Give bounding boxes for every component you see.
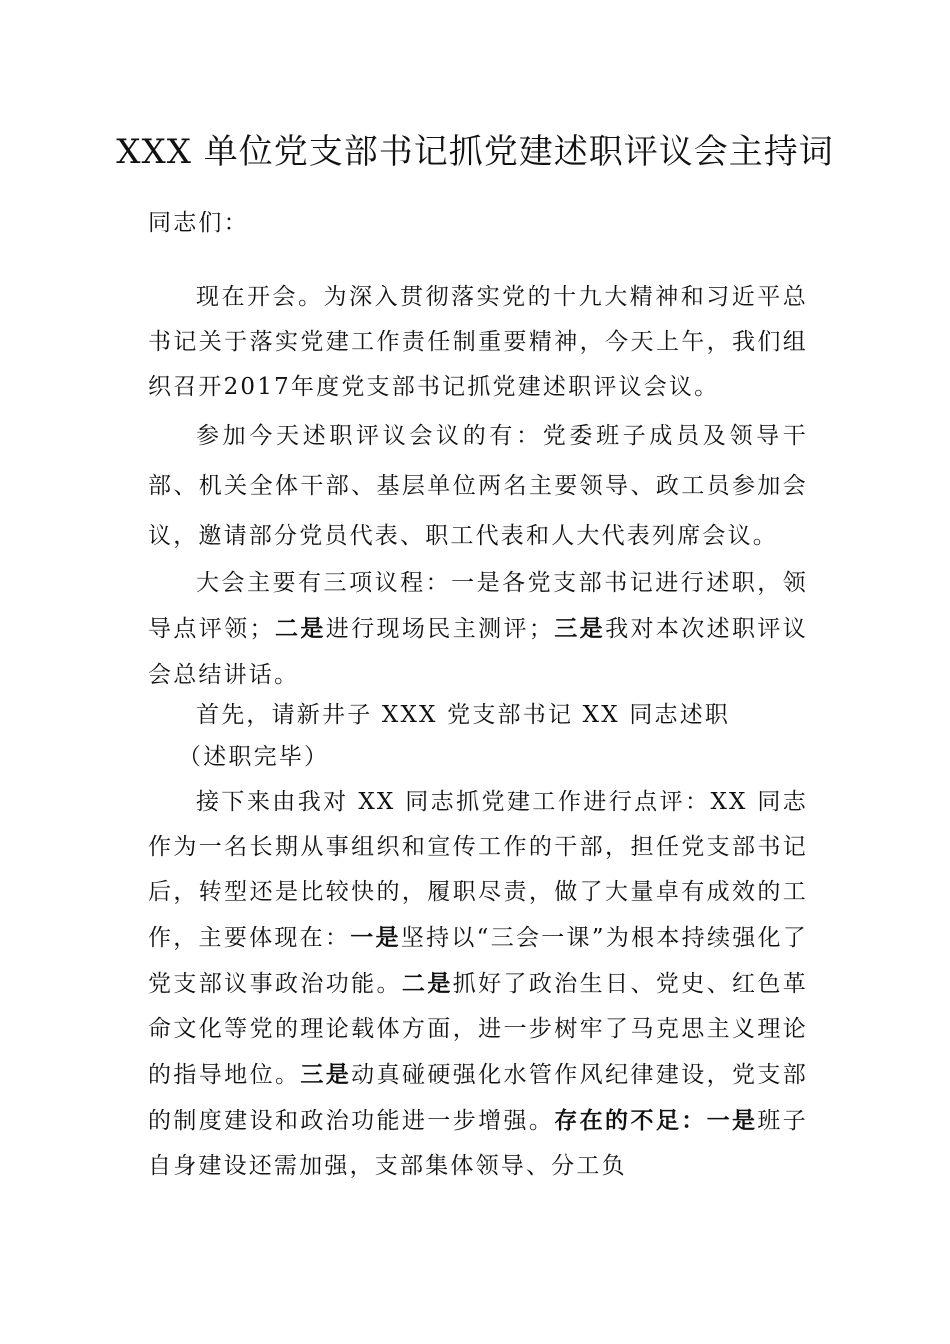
review-text-2: 坚持以“三会一课”为根本持续强化了党支部议事政治功能。 [148, 925, 808, 997]
agenda-text-3: 我对本次述职评议会总结讲话。 [148, 616, 808, 688]
agenda-bold-2: 二是 [274, 615, 326, 642]
review-bold-4: 存在的不足：一是 [554, 1107, 758, 1134]
review-text-1: 接下来由我对 XX 同志抓党建工作进行点评：XX 同志作为一名长期从事组织和宣传工作的干部，担任党支部书记后，转型还是比较快的，履职尽责，做了大量卓有成效的工作，主要体现在： [148, 789, 808, 951]
review-text-4: 动真碰硬强化水管作风纪律建设，党支部的制度建设和政治功能进一步增强。 [148, 1062, 809, 1134]
paragraph-report-finished: （述职完毕） [178, 744, 330, 770]
review-bold-2: 二是 [401, 970, 453, 997]
review-text-3: 抓好了政治生日、党史、红色革命文化等党的理论载体方面，进一步树牢了马克思主义理论的指导地位。 [148, 971, 809, 1088]
agenda-text-1: 大会主要有三项议程：一是各党支部书记进行述职，领导点评领； [148, 570, 808, 642]
review-text-5: 班子自身建设还需加强，支部集体领导、分工负 [148, 1108, 808, 1179]
salutation: 同志们： [148, 210, 249, 236]
paragraph-agenda [148, 560, 808, 698]
paragraph-attendees: 参加今天述职评议会议的有：党委班子成员及领导干部、机关全体干部、基层单位两名主要领导、政工员参加会议，邀请部分党员代表、职工代表和人大代表列席会议。 [148, 423, 808, 549]
paragraph-review [148, 780, 808, 1189]
agenda-bold-3: 三是 [554, 615, 606, 642]
review-bold-1: 一是 [350, 924, 401, 951]
paragraph-first-report: 首先，请新井子 XXX 党支部书记 XX 同志述职 [196, 702, 731, 728]
document-title: XXX 单位党支部书记抓党建述职评议会主持词 [116, 132, 834, 172]
review-bold-3: 三是 [300, 1061, 352, 1088]
paragraph-opening: 现在开会。为深入贯彻落实党的十九大精神和习近平总书记关于落实党建工作责任制重要精神，今天上午，我们组织召开2017年度党支部书记抓党建述职评议会议。 [148, 284, 808, 400]
agenda-text-2: 进行现场民主测评； [325, 616, 555, 642]
